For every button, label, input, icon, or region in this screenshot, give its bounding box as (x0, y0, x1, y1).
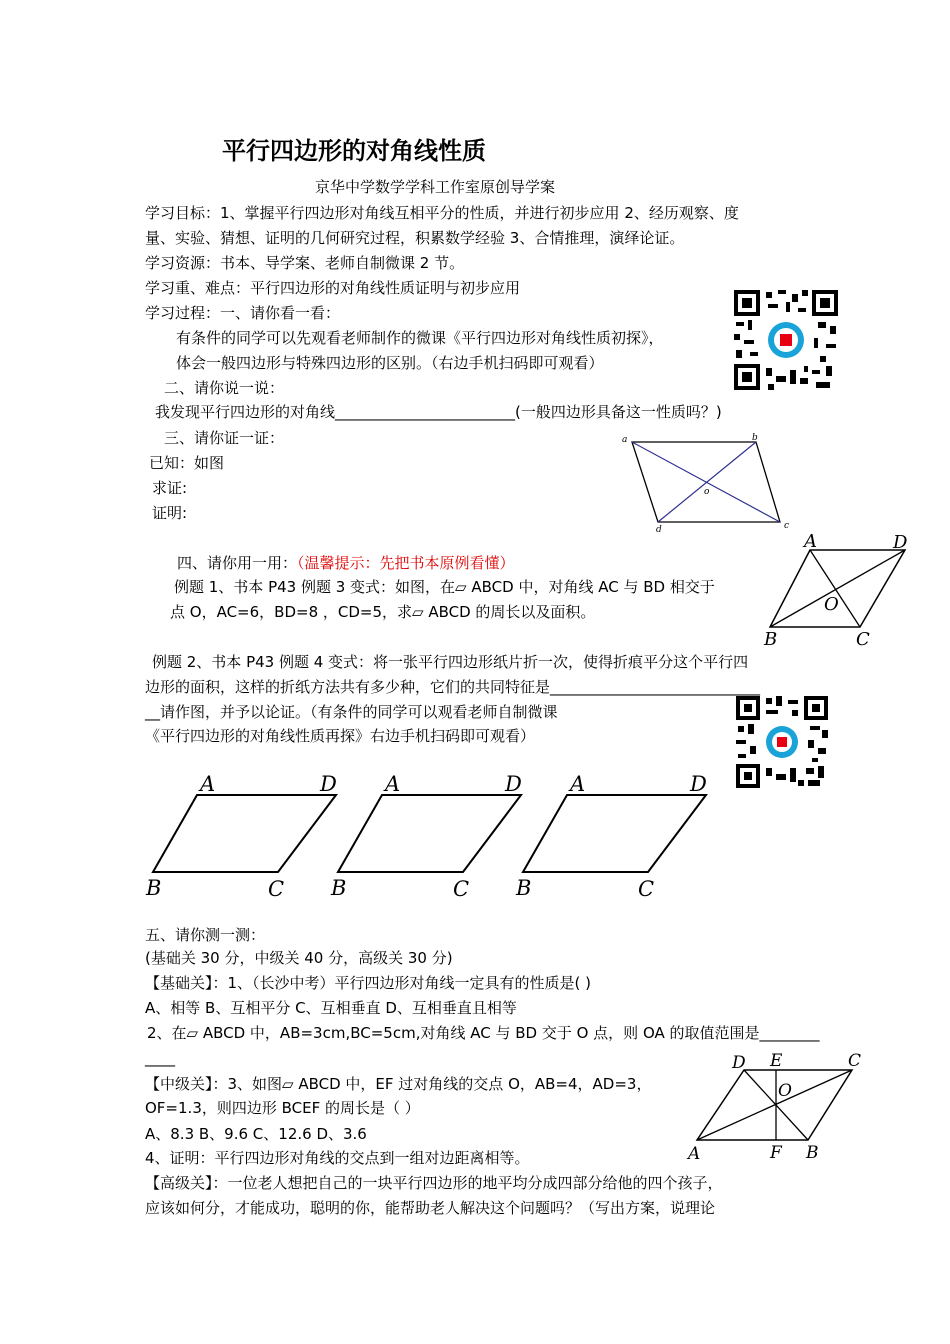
label-C: C (848, 1051, 862, 1071)
label-O: O (824, 594, 839, 615)
qr-code-1[interactable] (734, 290, 838, 390)
example1-line2: 点 O，AC=6，BD=8 ，CD=5，求▱ ABCD 的周长以及面积。 (170, 603, 596, 621)
learning-goal-line2: 量、实验、猜想、证明的几何研究过程，积累数学经验 3、合情推理，演绎论证。 (145, 229, 685, 247)
label-A: A (385, 772, 401, 796)
question-1-options: A、相等 B、互相平分 C、互相垂直 D、互相垂直且相等 (145, 999, 517, 1017)
label-o: o (704, 487, 710, 497)
qr-code-2[interactable] (736, 696, 828, 788)
label-C: C (856, 629, 870, 650)
to-prove-label: 求证: (152, 479, 188, 497)
test-heading: 五、请你测一测： (145, 926, 266, 944)
label-D: D (505, 772, 522, 796)
label-C: C (453, 877, 470, 901)
use-heading (177, 553, 515, 573)
example1-line1: 例题 1、书本 P43 例题 3 变式：如图，在▱ ABCD 中，对角线 AC 与 BD 相交于 (174, 578, 715, 596)
process-heading: 学习过程：一、请你看一看： (145, 304, 341, 322)
label-D: D (320, 772, 337, 796)
label-D: D (893, 532, 908, 553)
label-c: c (784, 521, 790, 531)
parallelogram-figure-question3 (682, 1046, 882, 1166)
label-A: A (200, 772, 216, 796)
say-heading: 二、请你说一说： (164, 379, 285, 397)
label-B: B (764, 629, 778, 650)
example2-line3: __请作图，并予以论证。（有条件的同学可以观看老师自制微课 (145, 703, 558, 721)
learning-goal-line1: 学习目标：1、掌握平行四边形对角线互相平分的性质，并进行初步应用 2、经历观察、度 (145, 204, 739, 222)
label-A: A (570, 772, 586, 796)
label-E: E (770, 1051, 783, 1071)
label-O: O (778, 1081, 792, 1101)
say-text: 我发现平行四边形的对角线________________________(一般四边形具备这一性质吗？) (155, 403, 722, 421)
example2-line1: 例题 2、书本 P43 例题 4 变式：将一张平行四边形纸片折一次，使得折痕平分这个平行四 (152, 653, 749, 671)
look-text-line1: 有条件的同学可以先观看老师制作的微课《平行四边形对角线性质初探》， (176, 329, 664, 347)
parallelogram-drawing-2 (325, 768, 535, 903)
label-B: B (146, 876, 162, 900)
example2-line4: 《平行四边形的对角线性质再探》右边手机扫码即可观看） (145, 727, 536, 745)
look-text-line2: 体会一般四边形与特殊四边形的区别。（右边手机扫码即可观看） (176, 354, 604, 372)
example2-line2: 边形的面积，这样的折纸方法共有多少种，它们的共同特征是____________________________ (145, 678, 761, 696)
label-b: b (752, 433, 758, 443)
label-A: A (688, 1144, 701, 1164)
parallelogram-figure-abcd (620, 430, 800, 540)
prove-heading: 三、请你证一证： (164, 429, 285, 447)
question-3-line2: OF=1.3，则四边形 BCEF 的周长是（ ） (145, 1099, 420, 1117)
learning-resources: 学习资源：书本、导学案、老师自制微课 2 节。 (145, 254, 465, 272)
question-5-line2: 应该如何分，才能成功，聪明的你，能帮助老人解决这个问题吗？（写出方案，说理论 (145, 1199, 716, 1217)
label-B: B (331, 876, 347, 900)
parallelogram-drawing-3 (510, 768, 720, 903)
question-5-line1: 【高级关】：一位老人想把自己的一块平行四边形的地平均分成四部分给他的四个孩子， (145, 1174, 723, 1192)
tip-text: （温馨提示：先把书本原例看懂） (297, 554, 515, 572)
label-C: C (638, 877, 655, 901)
label-B: B (806, 1143, 819, 1163)
question-3-options: A、8.3 B、9.6 C、12.6 D、3.6 (145, 1125, 367, 1143)
label-a: a (622, 435, 628, 445)
question-2-line1: 2、在▱ ABCD 中，AB=3cm,BC=5cm,对角线 AC 与 BD 交于 O 点，则 OA 的取值范围是________ (147, 1024, 820, 1042)
question-1: 【基础关】：1、（长沙中考）平行四边形对角线一定具有的性质是( ) (145, 974, 592, 992)
label-C: C (268, 877, 285, 901)
proof-label: 证明: (152, 504, 188, 522)
label-F: F (770, 1143, 782, 1163)
label-D: D (690, 772, 707, 796)
parallelogram-drawing-1 (140, 768, 350, 903)
key-points: 学习重、难点：平行四边形的对角线性质证明与初步应用 (145, 279, 521, 297)
parallelogram-figure-example1 (760, 530, 920, 650)
question-4: 4、证明：平行四边形对角线的交点到一组对边距离相等。 (145, 1149, 530, 1167)
label-d: d (656, 525, 662, 535)
use-heading-text: 四、请你用一用： (177, 554, 298, 572)
question-3-line1: 【中级关】：3、如图▱ ABCD 中，EF 过对角线的交点 O，AB=4，AD=3， (145, 1075, 652, 1093)
page-title: 平行四边形的对角线性质 (222, 137, 486, 165)
known-label: 已知：如图 (149, 454, 225, 472)
label-B: B (516, 876, 532, 900)
label-A: A (804, 531, 817, 552)
question-2-line2: ____ (145, 1049, 175, 1067)
subtitle: 京华中学数学学科工作室原创导学案 (315, 178, 556, 196)
score-distribution: (基础关 30 分，中级关 40 分，高级关 30 分) (145, 949, 453, 967)
label-D: D (732, 1053, 746, 1073)
